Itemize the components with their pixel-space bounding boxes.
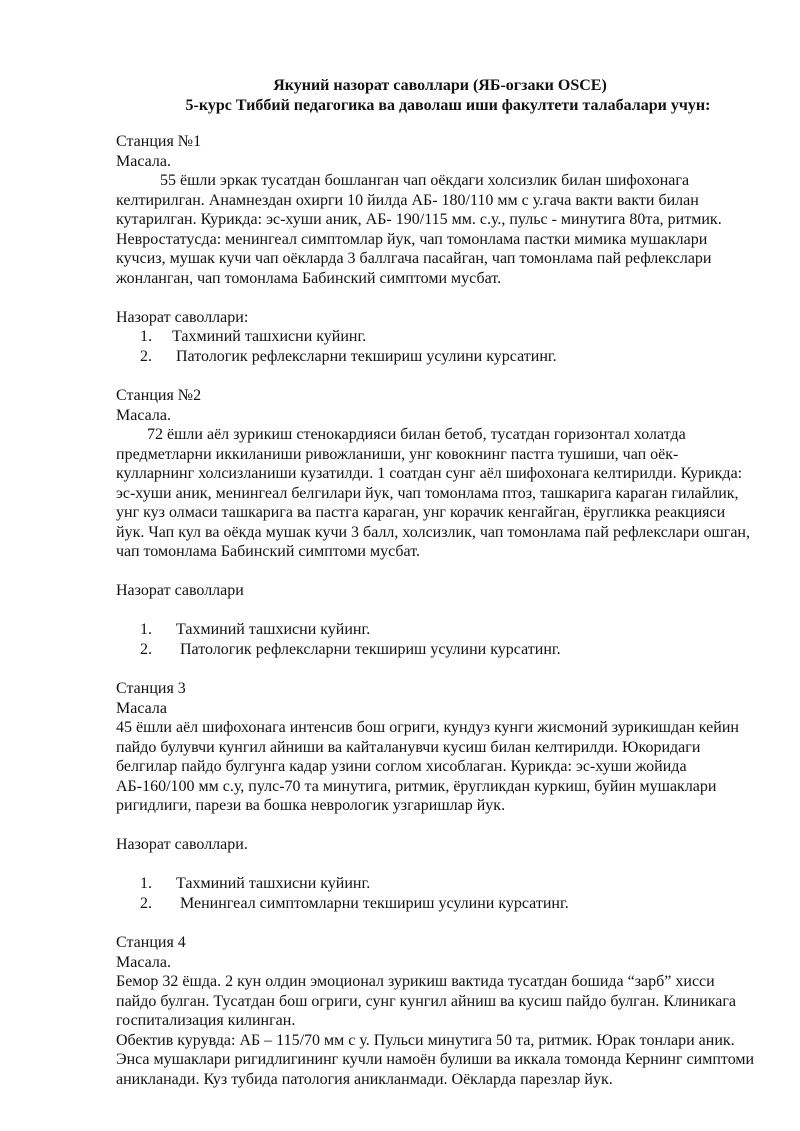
document-title: Якуний назорат саволлари (ЯБ-огзаки OSCE) bbox=[273, 77, 607, 94]
task-text: 45 ёшли аёл шифохонага интенсив бош огриги, кундуз кунги жисмоний зурикишдан кейин пайдо булувчи кунгил айниши ва кайталанувчи кусиш билан келтирилди. Юкоридаги белгилар пайдо булгунга кадар узини соглом хисоблаган. Курикда: эс-хуши жойида АБ-160/100 мм с.у, пулс-70 та минутига, ритмик, ёругликдан куркиш, буйин мушаклари ригидлиги, парези ва бошка неврологик узгаришлар йук. bbox=[116, 719, 739, 814]
task-label: Масала. bbox=[116, 406, 171, 424]
task-text-objective: Обектив курувда: АБ – 115/70 мм с у. Пульси минутига 50 та, ритмик. Юрак тонлари аник. Энса мушаклари ригидлигининг кучли намоён булиши ва иккала томонда Кернинг симптоми аникланади. Куз тубида патология аникланмади. Оёкларда парезлар йук. bbox=[116, 1031, 755, 1088]
control-questions-label: Назорат саволлари: bbox=[116, 308, 249, 326]
station-title: Станция 3 bbox=[116, 680, 186, 697]
question-item: 2. Патологик рефлексларни текшириш усулини курсатинг. bbox=[140, 640, 561, 658]
question-item: 1. Тахминий ташхисни куйинг. bbox=[140, 621, 371, 638]
station-3 bbox=[116, 679, 756, 913]
control-questions-label: Назорат саволлари. bbox=[116, 836, 248, 853]
station-title: Станция 4 bbox=[116, 934, 186, 951]
question-item: 1. Тахминий ташхисни куйинг. bbox=[140, 328, 367, 345]
station-title: Станция №2 bbox=[116, 387, 202, 404]
question-item: 2. Патологик рефлексларни текшириш усулини курсатинг. bbox=[140, 347, 557, 365]
task-label: Масала. bbox=[116, 953, 171, 971]
station-4 bbox=[116, 933, 756, 1089]
station-2 bbox=[116, 386, 756, 659]
task-text: Бемор 32 ёшда. 2 кун олдин эмоционал зурикиш вактида тусатдан бошида “зарб” хисси пайдо булган. Тусатдан бош огриги, сунг кунгил айниш ва кусиш пайдо булган. Клиникага госпитализация килинган. bbox=[116, 973, 737, 1029]
station-title: Станция №1 bbox=[116, 133, 202, 150]
document-body bbox=[116, 132, 756, 1109]
task-label: Масала bbox=[116, 699, 167, 717]
document-subtitle: 5-курс Тиббий педагогика ва даволаш иши факултети талабалари учун: bbox=[185, 97, 711, 114]
document-header bbox=[0, 76, 800, 116]
station-1 bbox=[116, 132, 756, 366]
questions-list bbox=[116, 620, 756, 659]
question-item: 1. Тахминий ташхисни куйинг. bbox=[140, 875, 371, 892]
task-label: Масала. bbox=[116, 152, 171, 170]
task-text: 72 ёшли аёл зурикиш стенокардияси билан бетоб, тусатдан горизонтал холатда предметларни иккиланиши ривожланиши, унг ковокнинг пастга тушиши, чап оёк-кулларнинг холсизланиши кузатилди. 1 соатдан сунг аёл шифохонага келтирилди. Курикда: эс-хуши аник, менингеал белгилари йук, чап томонлама птоз, ташкарига караган гилайлик, унг куз олмаси ташкарига ва пастга караган, унг корачик кенгайган, ёругликка реакцияси йук. Чап кул ва оёкда мушак кучи 3 балл, холсизлик, чап томонлама пай рефлекслари ошган, чап томонлама Бабинский симптоми мусбат. bbox=[116, 426, 750, 560]
task-text: 55 ёшли эркак тусатдан бошланган чап оёкдаги холсизлик билан шифохонага келтирилган. Анамнездан охирги 10 йилда АБ- 180/110 мм с у.гача вакти вакти билан кутарилган. Курикда: эс-хуши аник, АБ- 190/115 мм. с.у., пульс - минутига 80та, ритмик. Невростатусда: менингеал симптомлар йук, чап томонлама пастки мимика мушаклари кучсиз, мушак кучи чап оёкларда 3 баллгача пасайган, чап томонлама пай рефлекслари жонланган, чап томонлама Бабинский симптоми мусбат. bbox=[116, 172, 722, 287]
control-questions-label: Назорат саволлари bbox=[116, 582, 244, 599]
questions-list bbox=[116, 874, 756, 913]
question-item: 2. Менингеал симптомларни текшириш усулини курсатинг. bbox=[140, 894, 569, 912]
questions-list bbox=[116, 327, 756, 366]
